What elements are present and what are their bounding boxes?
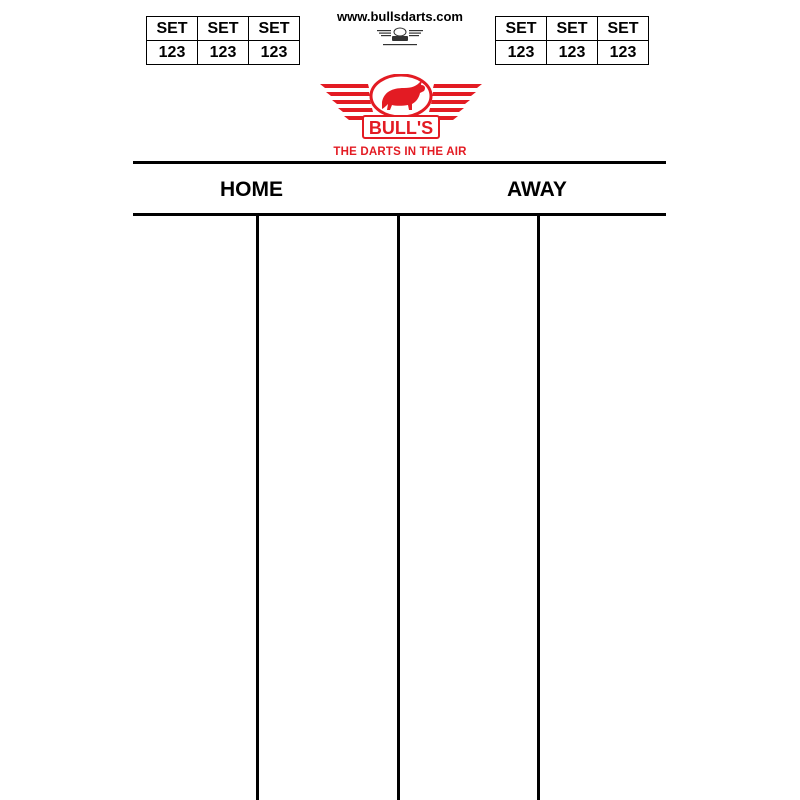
set-header-cell: SET [147,17,198,41]
set-value-cell: 123 [547,41,598,65]
mini-bulls-logo [375,26,425,48]
home-label: HOME [220,178,283,201]
set-value-cell: 123 [147,41,198,65]
set-header-cell: SET [249,17,300,41]
bulls-logo [316,74,486,146]
website-url: www.bullsdarts.com [337,9,463,24]
column-divider [256,215,259,800]
away-label: AWAY [507,178,567,201]
tagline: THE DARTS IN THE AIR [333,146,467,158]
sets-value-row [147,41,300,65]
set-header-cell: SET [496,17,547,41]
center-divider [397,215,400,800]
set-header-cell: SET [198,17,249,41]
set-header-cell: SET [547,17,598,41]
set-value-cell: 123 [598,41,649,65]
set-value-cell: 123 [496,41,547,65]
logo-text: BULL'S [368,118,434,138]
board-top-line [133,161,666,164]
set-value-cell: 123 [249,41,300,65]
column-divider [537,215,540,800]
sets-value-row [496,41,649,65]
set-header-cell: SET [598,17,649,41]
set-value-cell: 123 [198,41,249,65]
